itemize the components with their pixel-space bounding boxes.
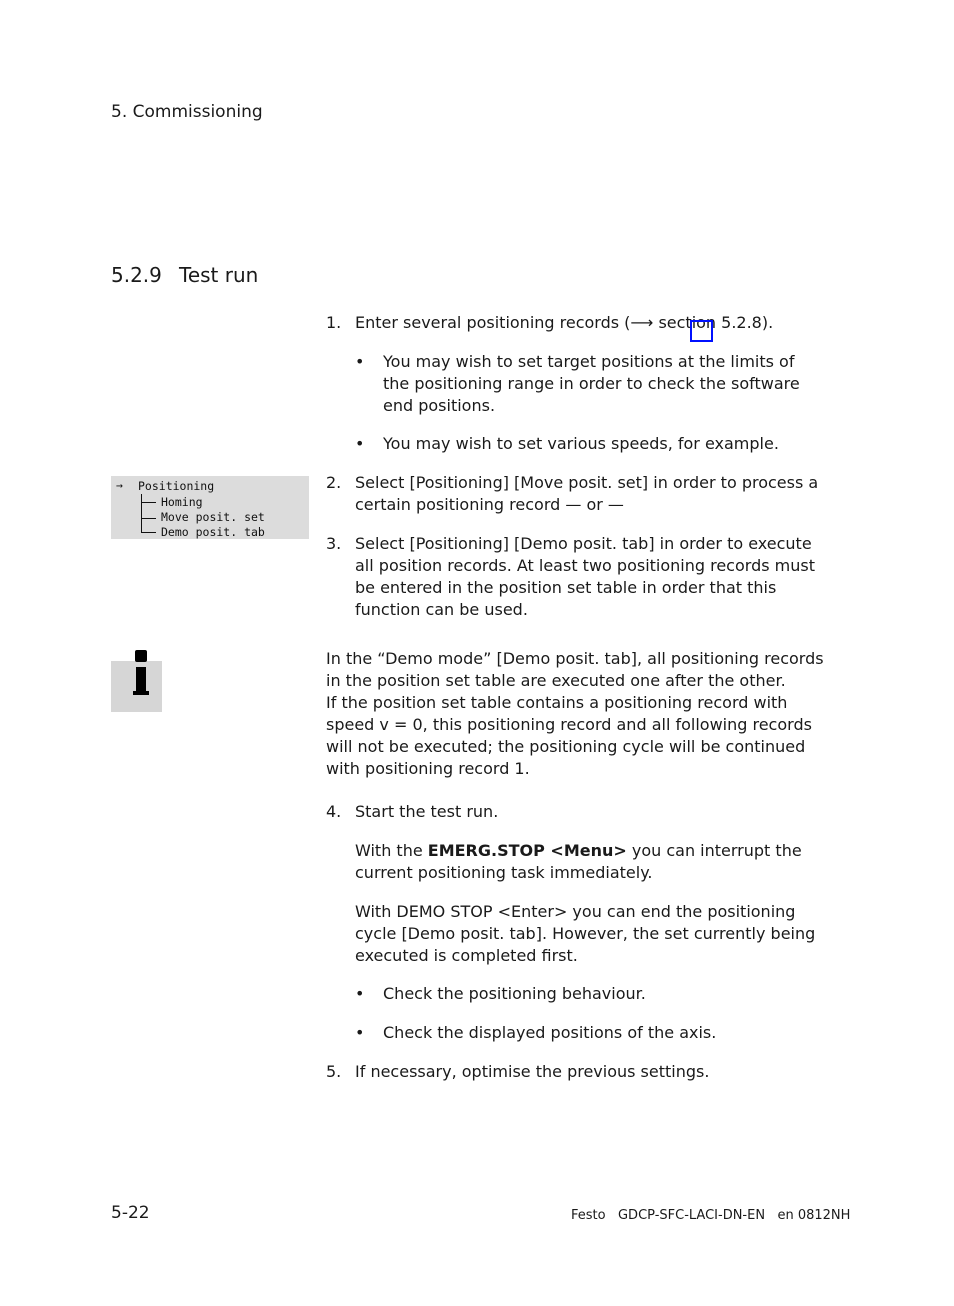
menu-item-demo-posit-tab: Demo posit. tab <box>161 525 265 539</box>
step-4-text: Start the test run. <box>355 802 499 821</box>
note-line-1: In the “Demo mode” [Demo posit. tab], all positioning records <box>326 649 824 668</box>
demo-stop-line-3: executed is completed first. <box>355 946 578 965</box>
note-line-3: If the position set table contains a positioning record with <box>326 693 788 712</box>
page-number: 5-22 <box>111 1203 150 1223</box>
step-2-line-2: certain positioning record — or — <box>355 495 624 514</box>
bullet-2-text: You may wish to set various speeds, for example. <box>383 434 779 453</box>
step-1-text: Enter several positioning records (⟶ section 5.2.8). <box>355 313 774 332</box>
emerg-stop-line-2: current positioning task immediately. <box>355 863 653 882</box>
step-5-number: 5. <box>326 1062 342 1081</box>
chapter-header: 5. Commissioning <box>111 102 263 122</box>
info-icon <box>111 661 162 712</box>
note-line-4: speed v = 0, this positioning record and all following records <box>326 715 812 734</box>
demo-stop-line-1: With DEMO STOP <Enter> you can end the positioning <box>355 902 796 921</box>
step-3-line-3: be entered in the position set table in order that this <box>355 578 777 597</box>
bullet-1-line-2: the positioning range in order to check the software <box>383 374 800 393</box>
step-3-line-1: Select [Positioning] [Demo posit. tab] in order to execute <box>355 534 812 553</box>
bullet-1-line-1: You may wish to set target positions at the limits of <box>383 352 795 371</box>
step-3-line-4: function can be used. <box>355 600 528 619</box>
section-link-box[interactable] <box>690 320 713 342</box>
step-4-number: 4. <box>326 802 342 821</box>
step-1-number: 1. <box>326 313 342 332</box>
step-2-number: 2. <box>326 473 342 492</box>
check-1-marker: • <box>355 984 365 1003</box>
note-line-6: with positioning record 1. <box>326 759 530 778</box>
section-number: 5.2.9 <box>111 263 162 287</box>
check-2-text: Check the displayed positions of the axis. <box>383 1023 717 1042</box>
step-2-line-1: Select [Positioning] [Move posit. set] in order to process a <box>355 473 819 492</box>
menu-item-homing: Homing <box>161 495 203 509</box>
demo-stop-line-2: cycle [Demo posit. tab]. However, the set currently being <box>355 924 816 943</box>
emerg-suffix: you can interrupt the <box>626 841 802 860</box>
emerg-stop-line-1 <box>355 840 802 862</box>
check-1-text: Check the positioning behaviour. <box>383 984 646 1003</box>
note-line-5: will not be executed; the positioning cycle will be continued <box>326 737 806 756</box>
tree-branch <box>141 502 156 519</box>
bullet-2-marker: • <box>355 434 365 453</box>
document-id: Festo GDCP-SFC-LACI-DN-EN en 0812NH <box>571 1208 851 1223</box>
step-3-number: 3. <box>326 534 342 553</box>
emerg-stop-key: EMERG.STOP <Menu> <box>427 841 627 860</box>
bullet-1-line-3: end positions. <box>383 396 496 415</box>
display-menu-box <box>111 476 309 539</box>
tree-branch <box>141 518 156 533</box>
step-5-text: If necessary, optimise the previous settings. <box>355 1062 710 1081</box>
check-2-marker: • <box>355 1023 365 1042</box>
bullet-1-marker: • <box>355 352 365 371</box>
menu-item-move-posit-set: Move posit. set <box>161 510 265 524</box>
emerg-prefix: With the <box>355 841 428 860</box>
menu-arrow-icon: → <box>116 478 123 492</box>
step-3-line-2: all position records. At least two positioning records must <box>355 556 815 575</box>
menu-root-positioning: Positioning <box>138 479 215 493</box>
note-line-2: in the position set table are executed one after the other. <box>326 671 786 690</box>
section-title: Test run <box>179 263 259 287</box>
